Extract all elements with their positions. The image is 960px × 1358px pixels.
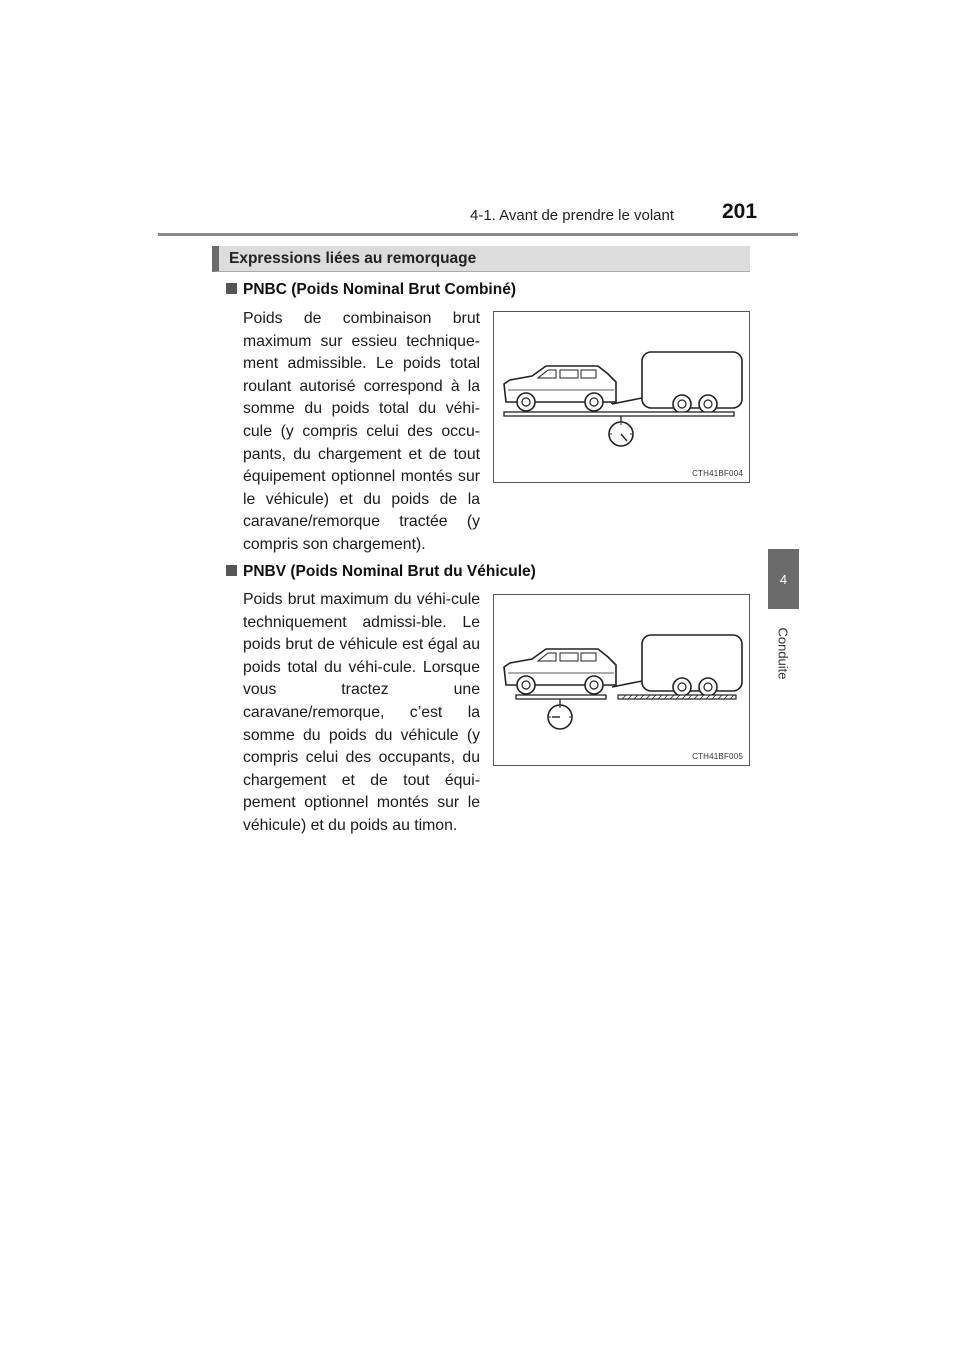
- chapter-label: Conduite: [775, 626, 791, 680]
- chapter-label-wrap: [770, 618, 796, 688]
- header-rule: [158, 233, 798, 236]
- vehicle-gross-weight-illustration: [494, 595, 751, 767]
- page-number: 201: [722, 200, 758, 223]
- section-title: Expressions liées au remorquage: [229, 250, 477, 267]
- item-body-pnbc: Poids de combinaison brut maximum sur essieu technique-ment admissible. Le poids total roulant autorisé correspond à la somme du poids total du véhi-cule (y compris celui des occu-pants, du chargement et de tout équipement optionnel montés sur le véhicule) et du poids de la caravane/remorque tractée (y compris son chargement).: [243, 310, 480, 553]
- square-bullet-icon: [226, 565, 237, 576]
- chapter-tab: [768, 549, 799, 609]
- towing-combined-weight-illustration: [494, 312, 751, 484]
- item-heading-pnbc: [226, 281, 516, 299]
- item-heading-pnbv: [226, 563, 536, 581]
- figure-pnbc: [493, 311, 750, 483]
- running-header-section: 4-1. Avant de prendre le volant: [470, 207, 675, 224]
- section-title-bar: [212, 246, 750, 272]
- figure-pnbv: [493, 594, 750, 766]
- square-bullet-icon: [226, 283, 237, 294]
- item-heading-text: PNBC (Poids Nominal Brut Combiné): [243, 281, 516, 298]
- chapter-number: 4: [779, 571, 788, 587]
- figure-code: CTH41BF005: [692, 752, 743, 761]
- figure-code: CTH41BF004: [692, 469, 743, 478]
- item-body-pnbv: Poids brut maximum du véhi-cule techniquement admissi-ble. Le poids brut de véhicule est égal au poids total du véhi-cule. Lorsque vous tractez une caravane/remorque, c’est la somme du poids du véhicule (y compris celui des occupants, du chargement et de tout équi-pement optionnel montés sur le véhicule) et du poids au timon.: [243, 591, 480, 834]
- item-heading-text: PNBV (Poids Nominal Brut du Véhicule): [243, 563, 536, 580]
